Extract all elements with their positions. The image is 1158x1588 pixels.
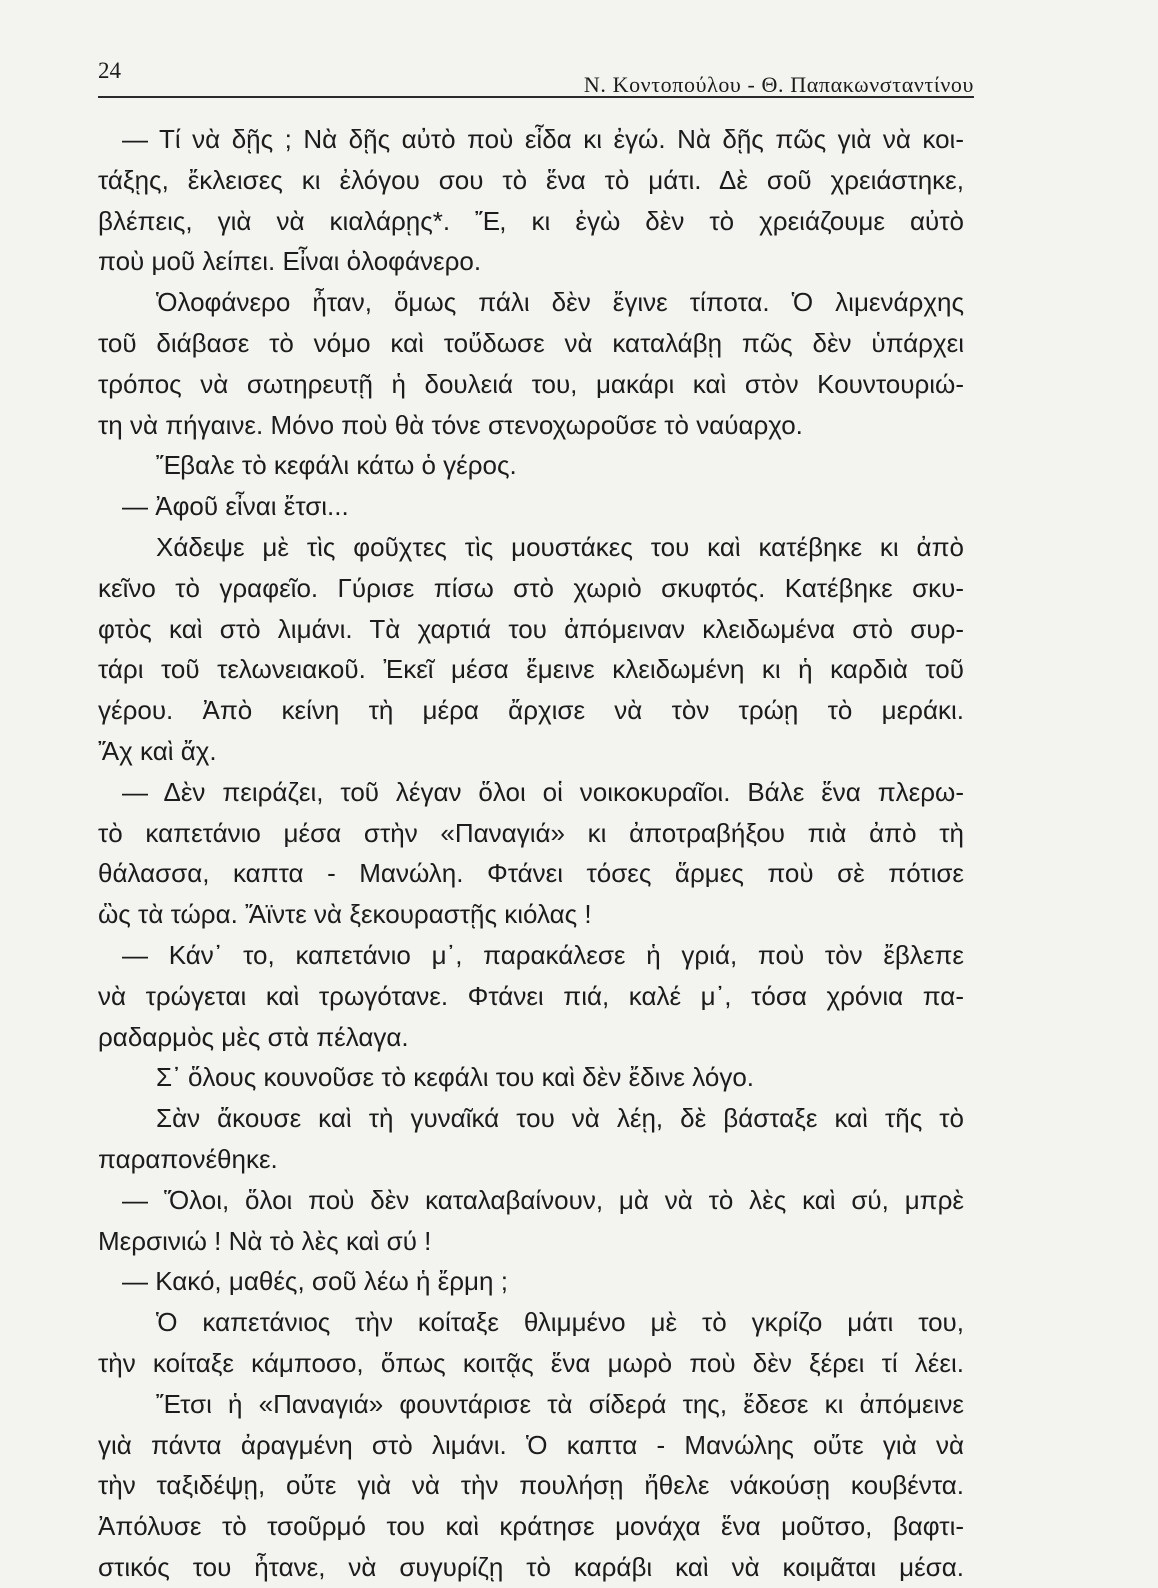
text-line: τάρι τοῦ τελωνειακοῦ. Ἐκεῖ μέσα ἔμεινε κλειδωμένη κι ἡ καρδιὰ τοῦ — [98, 654, 964, 685]
text-line: γιὰ πάντα ἀραγμένη στὸ λιμάνι. Ὁ καπτα - Μανώλης οὔτε γιὰ νὰ — [98, 1429, 964, 1460]
running-head: Ν. Κοντοπούλου - Θ. Παπακωνσταντίνου — [583, 72, 974, 97]
text-line: — Ἀφοῦ εἶναι ἔτσι... — [122, 491, 349, 522]
text-line: τοῦ διάβασε τὸ νόμο καὶ τοὔδωσε νὰ καταλάβῃ πῶς δὲν ὑπάρχει — [98, 327, 964, 358]
text-line: Χάδεψε μὲ τὶς φοῦχτες τὶς μουστάκες του καὶ κατέβηκε κι ἀπὸ — [156, 531, 964, 562]
text-line: παραπονέθηκε. — [98, 1143, 278, 1174]
text-line: γέρου. Ἀπὸ κείνη τὴ μέρα ἄρχισε νὰ τὸν τρώῃ τὸ μεράκι. — [98, 695, 964, 726]
text-line: Ὁ καπετάνιος τὴν κοίταξε θλιμμένο μὲ τὸ γκρίζο μάτι του, — [156, 1307, 964, 1338]
text-line: Ἀπόλυσε τὸ τσοῦρμό του καὶ κράτησε μονάχα ἕνα μοῦτσο, βαφτι- — [98, 1511, 964, 1542]
text-line: — Ὅλοι, ὅλοι ποὺ δὲν καταλαβαίνουν, μὰ νὰ τὸ λὲς καὶ σύ, μπρὲ — [122, 1184, 964, 1215]
text-line: Ἔτσι ἡ «Παναγιά» φουντάρισε τὰ σίδερά της, ἔδεσε κι ἀπόμεινε — [156, 1388, 964, 1419]
text-line: κεῖνο τὸ γραφεῖο. Γύρισε πίσω στὸ χωριὸ σκυφτός. Κατέβηκε σκυ- — [98, 572, 964, 603]
text-line: Σὰν ἄκουσε καὶ τὴ γυναῖκά του νὰ λέῃ, δὲ βάσταξε καὶ τῆς τὸ — [156, 1103, 964, 1134]
text-line: ὣς τὰ τώρα. Ἄϊντε νὰ ξεκουραστῇς κιόλας ! — [98, 899, 592, 930]
text-line: τὴν κοίταξε κάμποσο, ὅπως κοιτᾷς ἕνα μωρὸ ποὺ δὲν ξέρει τί λέει. — [98, 1347, 964, 1378]
text-line: στικός του ἦτανε, νὰ συγυρίζῃ τὸ καράβι καὶ νὰ κοιμᾶται μέσα. — [98, 1551, 964, 1582]
text-line: τὸ καπετάνιο μέσα στὴν «Παναγιά» κι ἀποτραβήξου πιὰ ἀπὸ τὴ — [98, 817, 964, 848]
text-line: Ὁλοφάνερο ἦταν, ὅμως πάλι δὲν ἔγινε τίποτα. Ὁ λιμενάρχης — [156, 287, 964, 318]
text-line: βλέπεις, γιὰ νὰ κιαλάρῃς*. Ἔ, κι ἐγὼ δὲν τὸ χρειάζουμε αὐτὸ — [98, 205, 964, 236]
text-line: — Κακό, μαθές, σοῦ λέω ἡ ἔρμη ; — [122, 1266, 508, 1297]
text-line: τὴν ταξιδέψῃ, οὔτε γιὰ νὰ τὴν πουλήσῃ ἤθελε νάκούσῃ κουβέντα. — [98, 1470, 964, 1501]
text-line: ποὺ μοῦ λείπει. Εἶναι ὁλοφάνερο. — [98, 246, 482, 277]
text-line: Σ᾿ ὅλους κουνοῦσε τὸ κεφάλι του καὶ δὲν ἔδινε λόγο. — [156, 1062, 754, 1093]
text-line: Μερσινιώ ! Νὰ τὸ λὲς καὶ σύ ! — [98, 1225, 432, 1256]
text-line: Ἄχ καὶ ἄχ. — [98, 735, 217, 766]
text-line: Ἔβαλε τὸ κεφάλι κάτω ὁ γέρος. — [156, 450, 517, 481]
text-line: θάλασσα, καπτα - Μανώλη. Φτάνει τόσες ἅρμες ποὺ σὲ πότισε — [98, 858, 964, 889]
text-line: τη νὰ πήγαινε. Μόνο ποὺ θὰ τόνε στενοχωροῦσε τὸ ναύαρχο. — [98, 409, 803, 440]
text-line: νὰ τρώγεται καὶ τρωγότανε. Φτάνει πιά, καλέ μ᾿, τόσα χρόνια πα- — [98, 980, 964, 1011]
page-header — [98, 56, 974, 98]
text-line: — Τί νὰ δῇς ; Νὰ δῇς αὐτὸ ποὺ εἶδα κι ἐγώ. Νὰ δῇς πῶς γιὰ νὰ κοι- — [122, 124, 964, 154]
page-number: 24 — [98, 58, 121, 83]
text-line: ραδαρμὸς μὲς στὰ πέλαγα. — [98, 1021, 409, 1052]
text-line: φτὸς καὶ στὸ λιμάνι. Τὰ χαρτιά του ἀπόμειναν κλειδωμένα στὸ συρ- — [98, 613, 964, 644]
body-text — [98, 119, 964, 1588]
text-line: τρόπος νὰ σωτηρευτῇ ἡ δουλειά του, μακάρι καὶ στὸν Κουντουριώ- — [98, 368, 964, 399]
text-line: τάξῃς, ἔκλεισες κι ἐλόγου σου τὸ ἕνα τὸ μάτι. Δὲ σοῦ χρειάστηκε, — [98, 164, 964, 195]
text-line: — Δὲν πειράζει, τοῦ λέγαν ὅλοι οἱ νοικοκυραῖοι. Βάλε ἕνα πλερω- — [122, 776, 964, 807]
text-line: — Κάν᾿ το, καπετάνιο μ᾿, παρακάλεσε ἡ γριά, ποὺ τὸν ἔβλεπε — [122, 939, 964, 970]
